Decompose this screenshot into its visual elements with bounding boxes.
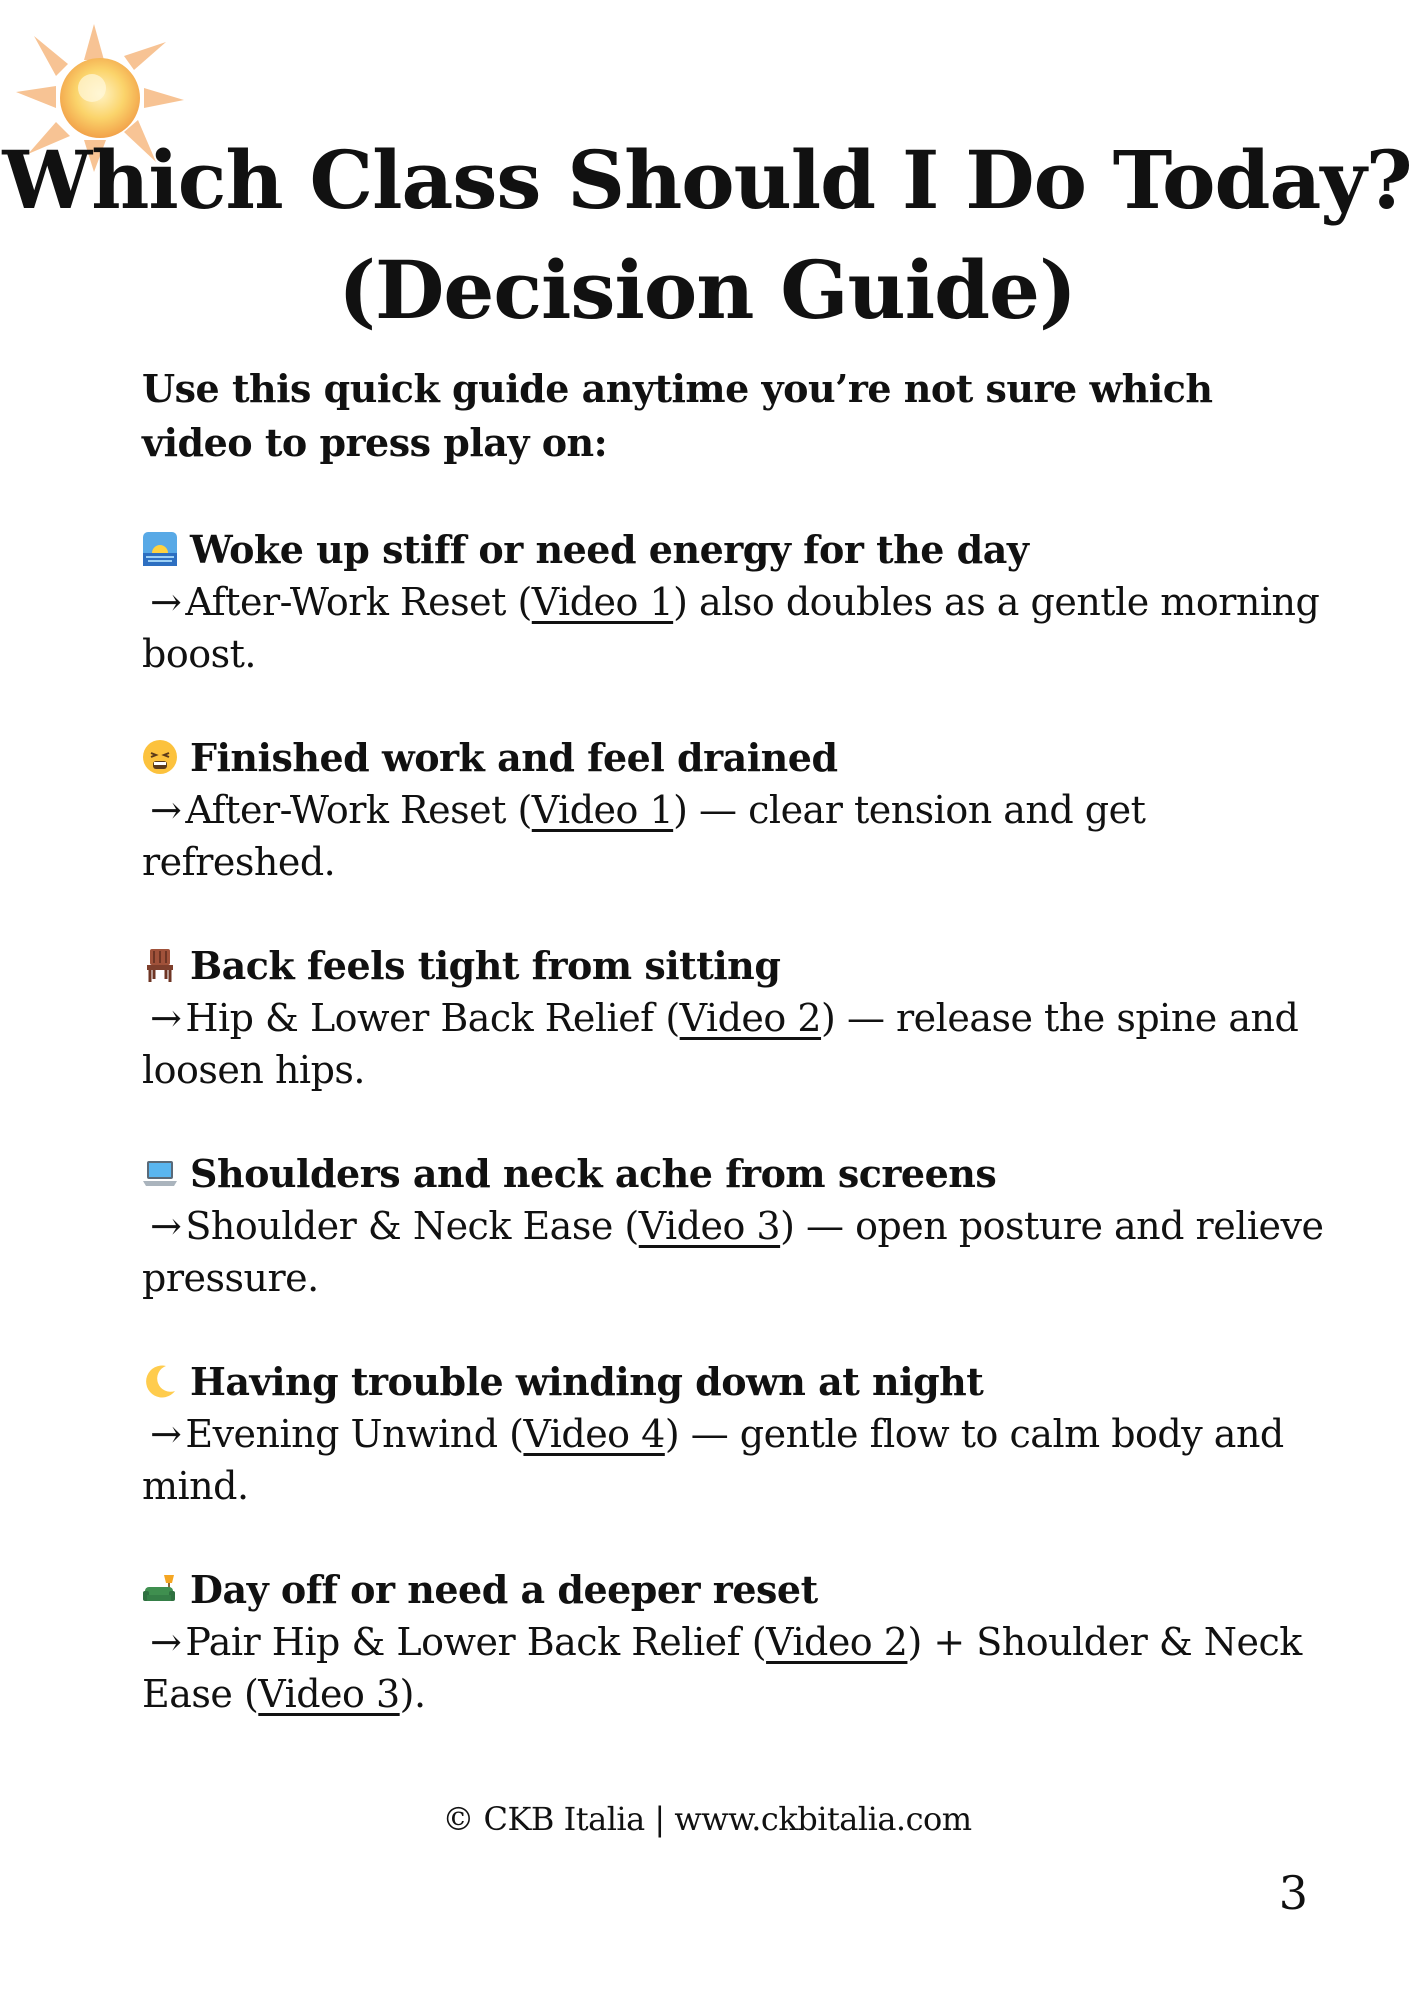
guide-item-heading: Back feels tight from sitting bbox=[142, 938, 1332, 992]
guide-item-woke-up-stiff bbox=[142, 522, 1332, 680]
video-4-link[interactable]: Video 4 bbox=[523, 1412, 665, 1456]
guide-item-winding-down bbox=[142, 1354, 1332, 1512]
page-number: 3 bbox=[1278, 1866, 1308, 1920]
video-2-link[interactable]: Video 2 bbox=[766, 1620, 908, 1664]
guide-item-recommendation: → Hip & Lower Back Relief (Video 2) — release the spine and loosen hips. bbox=[142, 996, 1299, 1092]
guide-item-recommendation: → After-Work Reset (Video 1) — clear tension and get refreshed. bbox=[142, 788, 1146, 884]
video-2-link[interactable]: Video 2 bbox=[679, 996, 822, 1040]
guide-item-heading: Finished work and feel drained bbox=[142, 730, 1332, 784]
guide-item-day-off bbox=[142, 1562, 1332, 1720]
video-3-link[interactable]: Video 3 bbox=[258, 1672, 400, 1716]
guide-item-heading: Shoulders and neck ache from screens bbox=[142, 1146, 1332, 1200]
guide-item-heading: Woke up stiff or need energy for the day bbox=[142, 522, 1332, 576]
guide-item-heading: Having trouble winding down at night bbox=[142, 1354, 1332, 1408]
video-1-link[interactable]: Video 1 bbox=[531, 788, 674, 832]
guide-item-heading: Day off or need a deeper reset bbox=[142, 1562, 1332, 1616]
page-subtitle: (Decision Guide) bbox=[338, 243, 1076, 337]
laptop-icon bbox=[142, 1155, 178, 1191]
tired-face-icon bbox=[142, 739, 178, 775]
guide-item-back-tight bbox=[142, 938, 1332, 1096]
guide-item-finished-work bbox=[142, 730, 1332, 888]
guide-item-shoulders-neck bbox=[142, 1146, 1332, 1304]
couch-and-lamp-icon bbox=[142, 1571, 178, 1607]
footer-copyright: © CKB Italia | www.ckbitalia.com bbox=[442, 1800, 972, 1838]
intro-text: Use this quick guide anytime you’re not sure which video to press play on: bbox=[142, 366, 1213, 465]
video-3-link[interactable]: Video 3 bbox=[638, 1204, 781, 1248]
guide-item-recommendation: → Evening Unwind (Video 4) — gentle flow to calm body and mind. bbox=[142, 1412, 1284, 1508]
crescent-moon-icon bbox=[142, 1363, 178, 1399]
sunrise-icon bbox=[142, 531, 178, 567]
video-1-link[interactable]: Video 1 bbox=[531, 580, 674, 624]
guide-item-recommendation: → Shoulder & Neck Ease (Video 3) — open posture and relieve pressure. bbox=[142, 1204, 1324, 1300]
chair-icon bbox=[142, 947, 178, 983]
guide-item-recommendation: → After-Work Reset (Video 1) also doubles as a gentle morning boost. bbox=[142, 580, 1320, 676]
page-title: Which Class Should I Do Today? bbox=[2, 133, 1412, 227]
guide-item-recommendation: → Pair Hip & Lower Back Relief (Video 2) + Shoulder & Neck Ease (Video 3). bbox=[142, 1620, 1302, 1716]
